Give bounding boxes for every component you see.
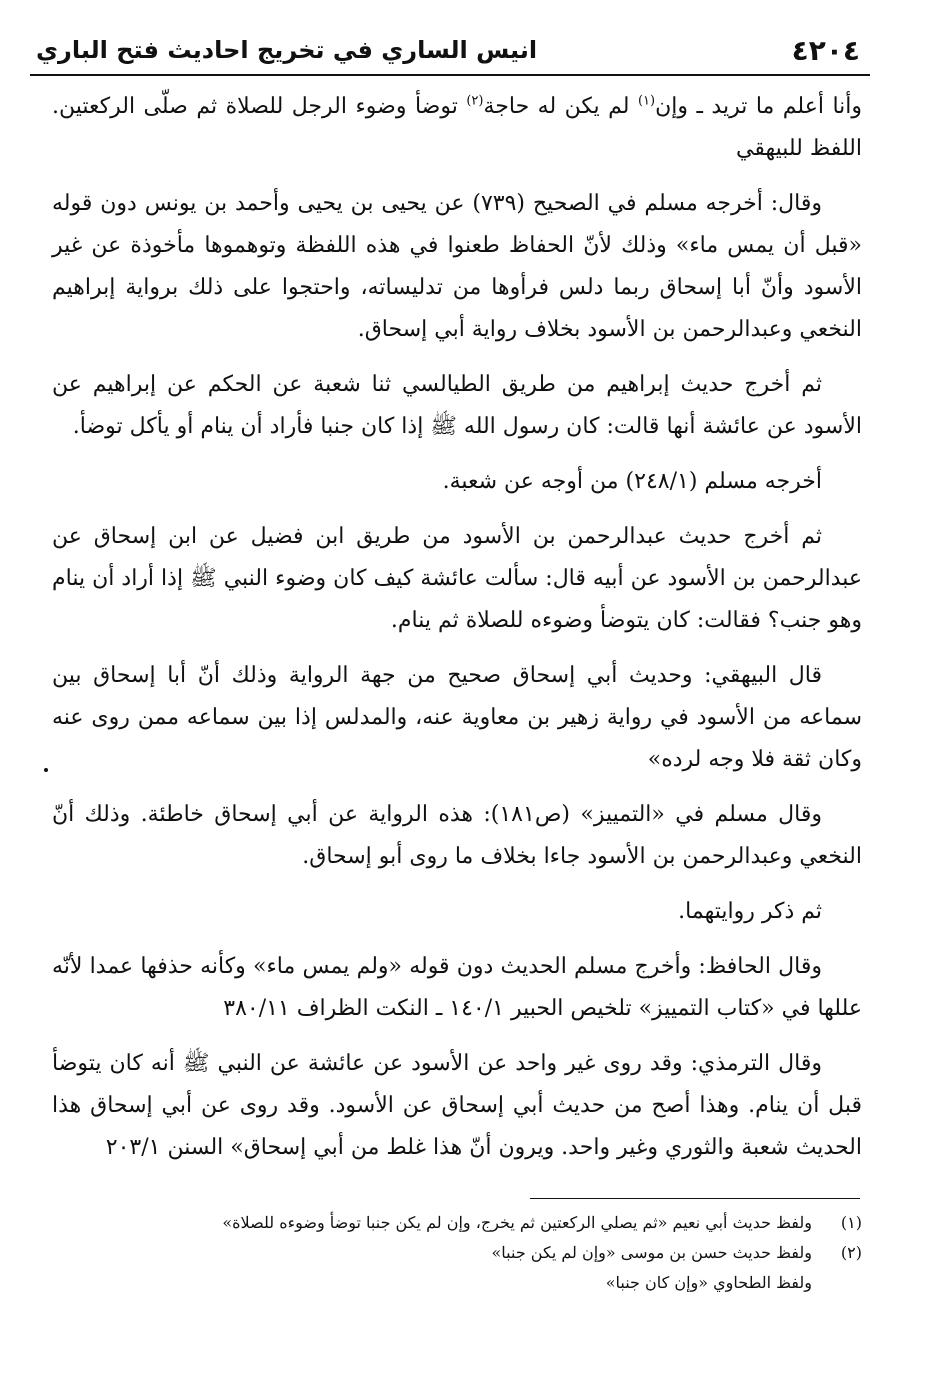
footnote-text: ولفظ حديث أبي نعيم «ثم يصلي الركعتين ثم يخرج، وإن لم يكن جنبا توضأ وضوءه للصلاة»	[222, 1213, 812, 1232]
paragraph-5: ثم أخرج حديث عبدالرحمن بن الأسود من طريق ابن فضيل عن ابن إسحاق عن عبدالرحمن بن الأسود عن أبيه قال: سألت عائشة كيف كان وضوء النبي ﷺ إذا أراد أن ينام وهو جنب؟ فقالت: كان يتوضأ وضوءه للصلاة ثم ينام.	[52, 524, 862, 633]
margin-mark	[44, 768, 48, 772]
paragraph-8: ثم ذكر روايتهما.	[678, 899, 822, 924]
footnote-separator	[530, 1198, 860, 1199]
paragraph-3: ثم أخرج حديث إبراهيم من طريق الطيالسي ثنا شعبة عن الحكم عن إبراهيم عن الأسود عن عائشة أنها قالت: كان رسول الله ﷺ إذا كان جنبا فأراد أن ينام أو يأكل توضأ.	[52, 372, 862, 439]
main-text	[52, 86, 862, 1182]
paragraph-1-part-a: وأنا أعلم ما تريد ـ وإن	[655, 94, 863, 119]
footnote-2	[52, 1238, 862, 1268]
footnotes	[52, 1208, 862, 1298]
paragraph-1-part-c: توضأ وضوء الرجل للصلاة ثم صلّى الركعتين. اللفظ للبيهقي	[52, 94, 862, 161]
footnote-number: (١)	[840, 1213, 862, 1232]
book-title: انيس الساري في تخريج احاديث فتح الباري	[36, 36, 538, 64]
footnote-ref-1[interactable]: (١)	[637, 93, 656, 109]
paragraph-1	[52, 86, 862, 170]
footnote-text: ولفظ حديث حسن بن موسى «وإن لم يكن جنبا»	[491, 1243, 812, 1262]
footnote-number: (٢)	[840, 1243, 862, 1262]
page-number: ٤٢٠٤	[791, 33, 860, 67]
paragraph-4: أخرجه مسلم (٢٤٨/١) من أوجه عن شعبة.	[442, 469, 822, 494]
paragraph-10: وقال الترمذي: وقد روى غير واحد عن الأسود عن عائشة عن النبي ﷺ أنه كان يتوضأ قبل أن ينام. وهذا أصح من حديث أبي إسحاق عن الأسود. وقد روى عن أبي إسحاق هذا الحديث شعبة والثوري وغير واحد. ويرون أنّ هذا غلط من أبي إسحاق» السنن ٢٠٣/١	[52, 1051, 862, 1160]
footnote-ref-2[interactable]: (٢)	[466, 93, 484, 109]
footnote-text: ولفظ الطحاوي «وإن كان جنبا»	[605, 1273, 812, 1292]
paragraph-7: وقال مسلم في «التمييز» (ص١٨١): هذه الرواية عن أبي إسحاق خاطئة. وذلك أنّ النخعي وعبدالرحمن بن الأسود جاءا بخلاف ما روى أبو إسحاق.	[52, 802, 862, 869]
running-header	[30, 26, 870, 76]
paragraph-9: وقال الحافظ: وأخرج مسلم الحديث دون قوله «ولم يمس ماء» وكأنه حذفها عمدا لأنّه عللها في «كتاب التمييز» تلخيص الحبير ١٤٠/١ ـ النكت الظراف ٣٨٠/١١	[52, 954, 862, 1021]
footnote-1	[52, 1208, 862, 1238]
footnote-2-continuation	[52, 1268, 862, 1298]
paragraph-1-part-b: لم يكن له حاجة	[483, 94, 638, 119]
paragraph-6: قال البيهقي: وحديث أبي إسحاق صحيح من جهة الرواية وذلك أنّ أبا إسحاق بين سماعه من الأسود في رواية زهير بن معاوية عنه، والمدلس إذا بين سماعه ممن روى عنه وكان ثقة فلا وجه لرده»	[52, 663, 862, 772]
paragraph-2: وقال: أخرجه مسلم في الصحيح (٧٣٩) عن يحيى بن يحيى وأحمد بن يونس دون قوله «قبل أن يمس ماء» وذلك لأنّ الحفاظ طعنوا في هذه اللفظة وتوهموها مأخوذة عن غير الأسود وأنّ أبا إسحاق ربما دلس فرأوها من تدليساته، واحتجوا على ذلك برواية إبراهيم النخعي وعبدالرحمن بن الأسود بخلاف رواية أبي إسحاق.	[52, 191, 863, 342]
